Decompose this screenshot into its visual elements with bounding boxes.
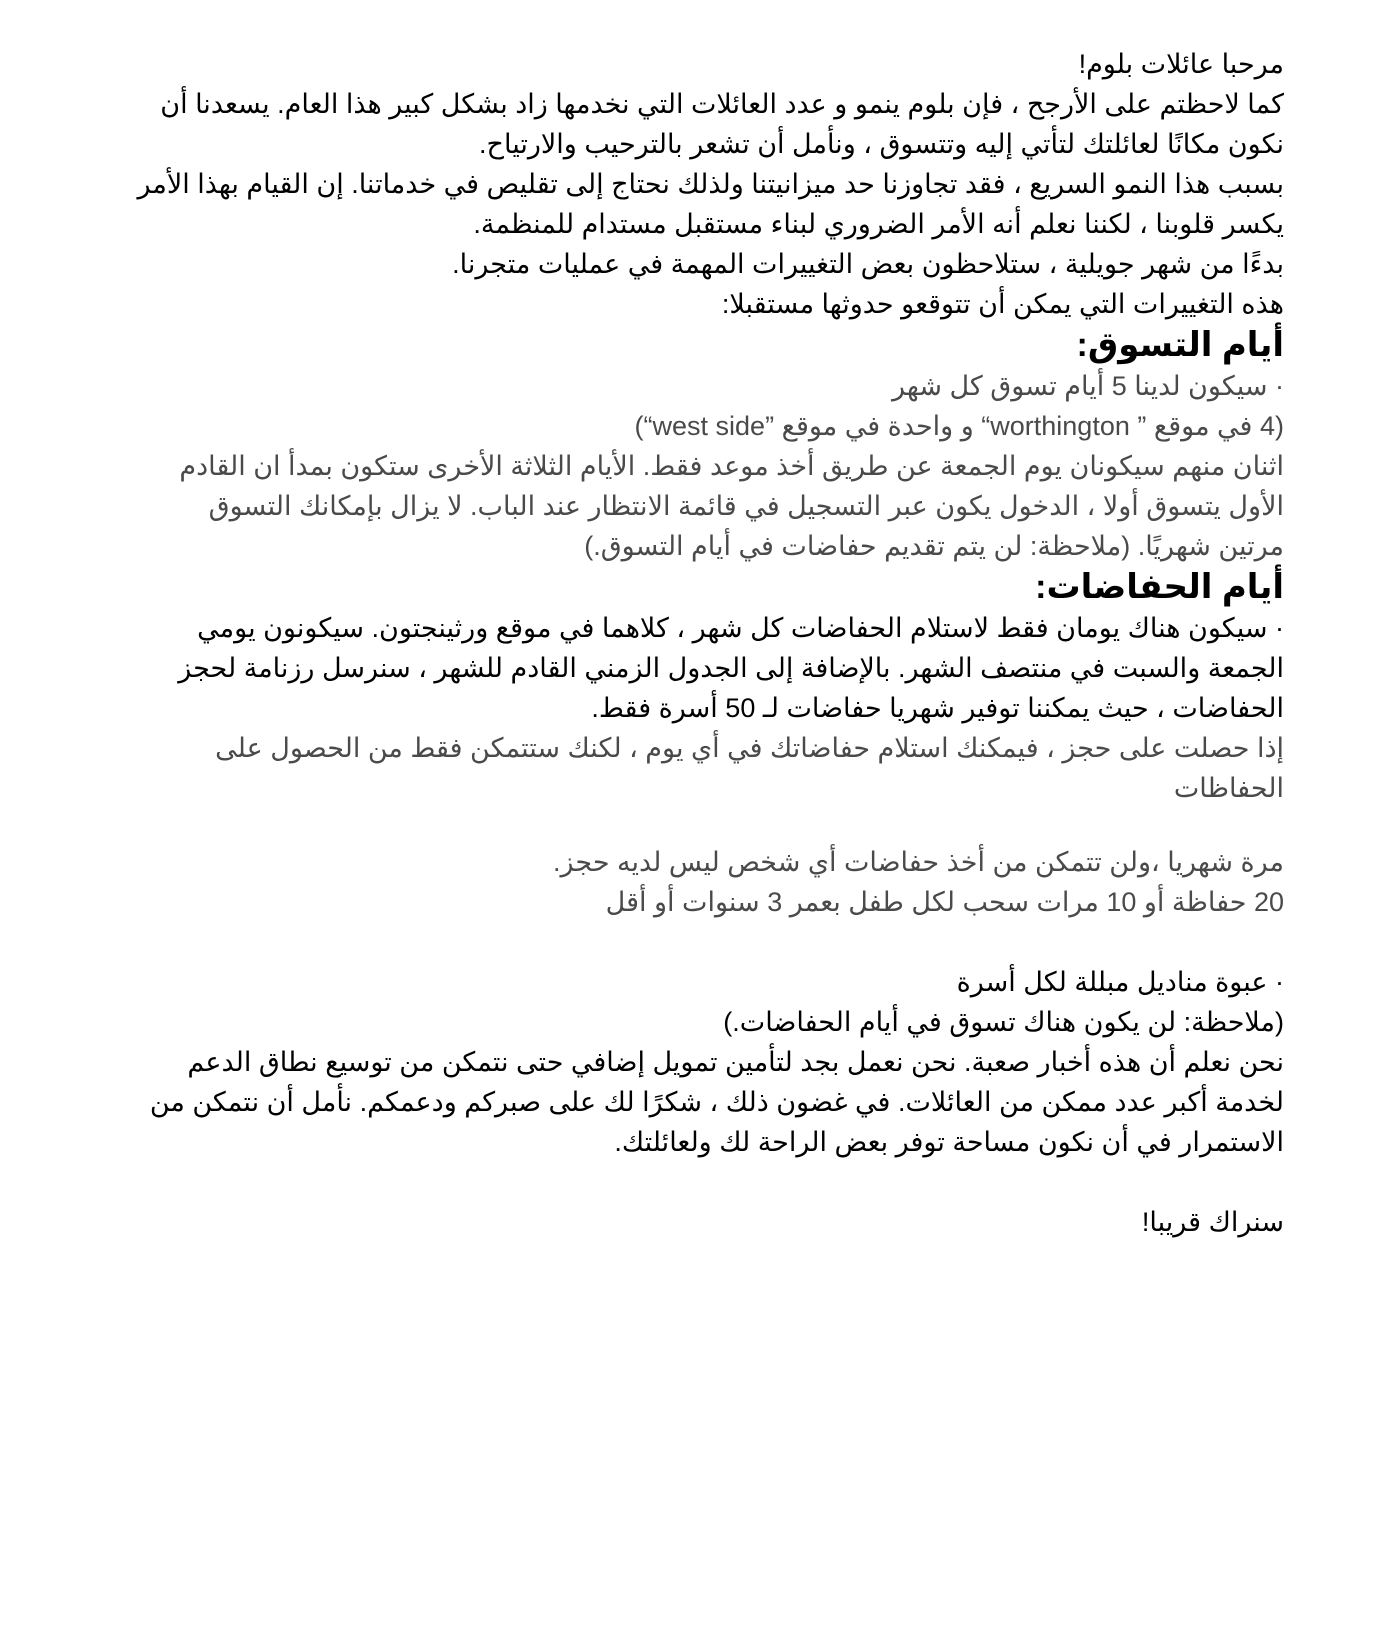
budget-line: بسبب هذا النمو السريع ، فقد تجاوزنا حد ميزانيتنا ولذلك نحتاج إلى تقليص في خدماتنا. إن القيام بهذا الأمر [137,169,1284,199]
changes-line: بدءًا من شهر جويلية ، ستلاحظون بعض التغييرات المهمة في عمليات متجرنا. [452,249,1284,279]
diaper-details-line: الجمعة والسبت في منتصف الشهر. بالإضافة إلى الجدول الزمني القادم للشهر ، سنرسل رزنامة لحجز [178,653,1284,683]
diaper-reservation-line: الحفاظات [1173,773,1284,803]
intro-line: كما لاحظتم على الأرجح ، فإن بلوم ينمو و عدد العائلات التي نخدمها زاد بشكل كبير هذا العام. يسعدنا أن [160,89,1284,119]
wipes-bullet: · عبوة مناديل مبللة لكل أسرة [956,967,1284,997]
diaper-days-heading: أيام الحفاضات: [1035,568,1284,606]
shopping-days-section [42,324,1284,566]
diaper-days-note: (ملاحظة: لن يكون هناك تسوق في أيام الحفاضات.) [723,1007,1284,1037]
diaper-quantity-line: 20 حفاظة أو 10 مرات سحب لكل طفل بعمر 3 سنوات أو أقل [605,887,1284,917]
greeting: مرحبا عائلات بلوم! [1078,49,1284,79]
signoff: سنراك قريبا! [1141,1207,1284,1237]
shopping-days-bullet: · سيكون لدينا 5 أيام تسوق كل شهر [891,371,1284,401]
intro-paragraph [42,84,1284,164]
shopping-days-heading: أيام التسوق: [1076,326,1284,364]
diaper-reservation-line: مرة شهريا ،ولن تتمكن من أخذ حفاضات أي شخص ليس لديه حجز. [553,847,1284,877]
budget-paragraph [42,164,1284,244]
changes-paragraph [42,244,1284,324]
intro-line: نكون مكانًا لعائلتك لتأتي إليه وتتسوق ، ونأمل أن تشعر بالترحيب والارتياح. [479,129,1284,159]
shopping-details-line: اثنان منهم سيكونان يوم الجمعة عن طريق أخذ موعد فقط. الأيام الثلاثة الأخرى ستكون بمدأ ان القادم [179,451,1284,481]
closing-line: نحن نعلم أن هذه أخبار صعبة. نحن نعمل بجد لتأمين تمويل إضافي حتى نتمكن من توسيع نطاق الدعم [187,1047,1284,1077]
shopping-details-line: مرتين شهريًا. (ملاحظة: لن يتم تقديم حفاضات في أيام التسوق.) [584,531,1284,561]
closing-paragraph [42,1042,1284,1162]
closing-line: الاستمرار في أن نكون مساحة توفر بعض الراحة لك ولعائلتك. [614,1127,1284,1157]
closing-line: لخدمة أكبر عدد ممكن من العائلات. في غضون ذلك ، شكرًا لك على صبركم ودعمكم. نأمل أن نتمكن من [149,1087,1284,1117]
diaper-reservation-line: إذا حصلت على حجز ، فيمكنك استلام حفاضاتك في أي يوم ، لكنك ستتمكن فقط من الحصول على [215,733,1284,763]
diaper-days-section [42,566,1284,1042]
diaper-details-line: · سيكون هناك يومان فقط لاستلام الحفاضات كل شهر ، كلاهما في موقع ورثينجتون. سيكونون يومي [197,613,1284,643]
shopping-locations: (4 في موقع ” worthington“ و واحدة في موقع ”west side“) [634,411,1284,441]
changes-line: هذه التغييرات التي يمكن أن تتوقعو حدوثها مستقبلا: [721,289,1284,319]
budget-line: يكسر قلوبنا ، لكننا نعلم أنه الأمر الضروري لبناء مستقبل مستدام للمنظمة. [473,209,1284,239]
shopping-details-line: الأول يتسوق أولا ، الدخول يكون عبر التسجيل في قائمة الانتظار عند الباب. لا يزال بإمكانك التسوق [208,491,1284,521]
diaper-details-line: الحفاضات ، حيث يمكننا توفير شهريا حفاضات لـ 50 أسرة فقط. [591,693,1284,723]
